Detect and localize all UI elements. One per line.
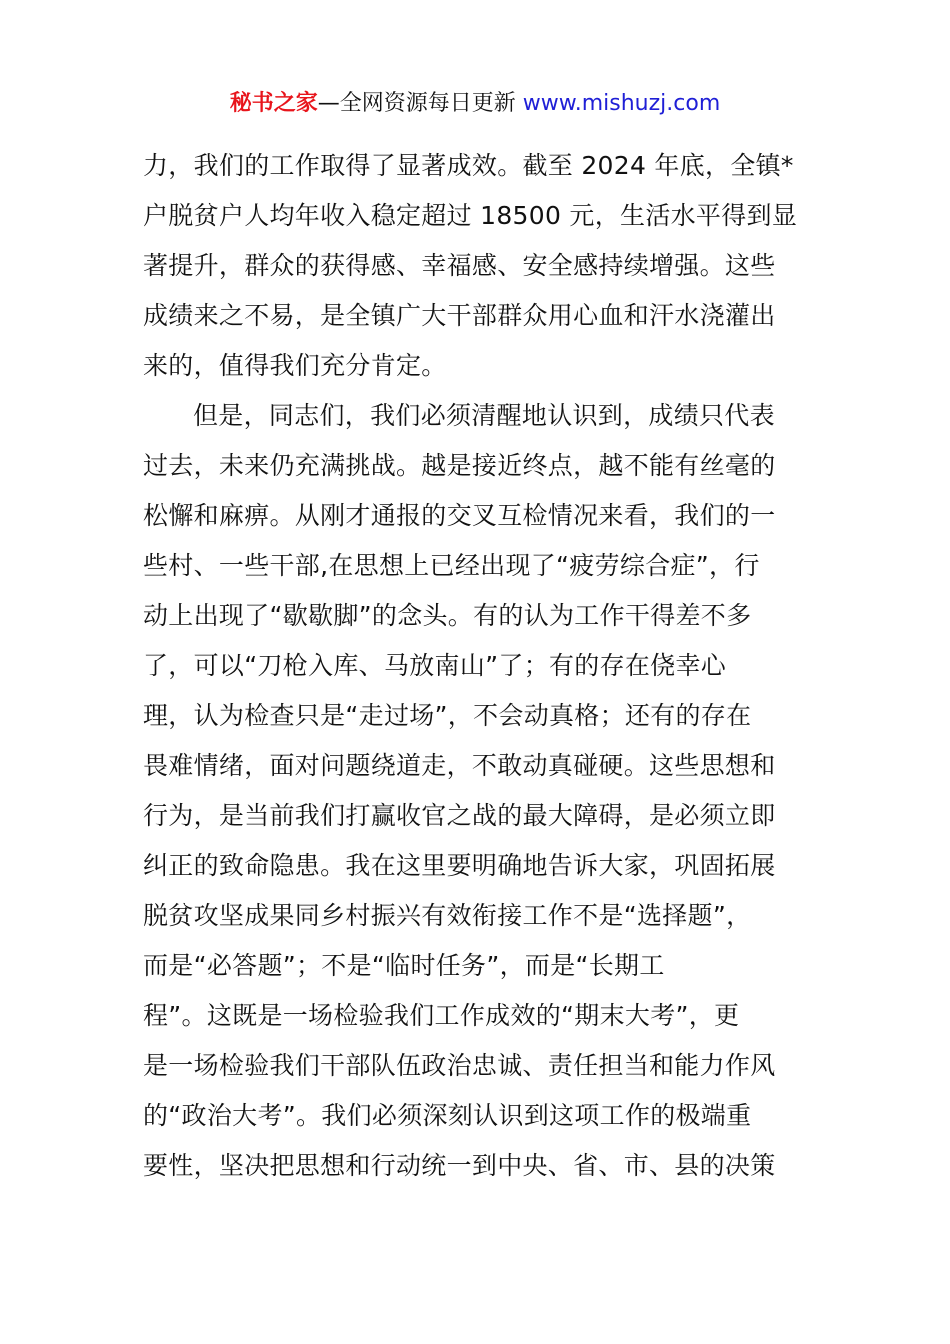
text-line: 的“政治大考”。我们必须深刻认识到这项工作的极端重 [143, 1101, 752, 1130]
text-line: 纠正的致命隐患。我在这里要明确地告诉大家，巩固拓展 [143, 851, 776, 880]
text-line: 力，我们的工作取得了显著成效。截至 2024 年底，全镇* [143, 151, 794, 180]
text-line: 程”。这既是一场检验我们工作成效的“期末大考”，更 [143, 1001, 740, 1030]
text-line: 来的，值得我们充分肯定。 [143, 351, 447, 380]
text-line: 理，认为检查只是“走过场”，不会动真格；还有的存在 [143, 701, 752, 730]
text-line: 而是“必答题”；不是“临时任务”，而是“长期工 [143, 951, 665, 980]
text-line: 要性，坚决把思想和行动统一到中央、省、市、县的决策 [143, 1151, 776, 1180]
brand-name: 秘书之家 [229, 91, 318, 116]
text-line: 行为，是当前我们打赢收官之战的最大障碍，是必须立即 [143, 801, 776, 830]
text-line: 动上出现了“歇歇脚”的念头。有的认为工作干得差不多 [143, 601, 752, 630]
header-tagline: —全网资源每日更新 [317, 91, 516, 116]
text-line-indented: 但是，同志们，我们必须清醒地认识到，成绩只代表 [193, 401, 775, 430]
text-line: 户脱贫户人均年收入稳定超过 18500 元，生活水平得到显 [143, 201, 798, 230]
document-body [143, 141, 807, 1191]
text-line: 些村、一些干部,在思想上已经出现了“疲劳综合症”，行 [143, 551, 760, 580]
text-line: 松懈和麻痹。从刚才通报的交叉互检情况来看，我们的一 [143, 501, 776, 530]
text-line: 畏难情绪，面对问题绕道走，不敢动真碰硬。这些思想和 [143, 751, 776, 780]
site-header [0, 88, 950, 120]
text-line: 著提升，群众的获得感、幸福感、安全感持续增强。这些 [143, 251, 776, 280]
text-line: 成绩来之不易，是全镇广大干部群众用心血和汗水浇灌出 [143, 301, 776, 330]
text-line: 过去，未来仍充满挑战。越是接近终点，越不能有丝毫的 [143, 451, 776, 480]
paragraph-1 [143, 141, 807, 391]
paragraph-2 [143, 391, 807, 1191]
text-line: 了，可以“刀枪入库、马放南山”了；有的存在侥幸心 [143, 651, 727, 680]
text-line: 脱贫攻坚成果同乡村振兴有效衔接工作不是“选择题”， [143, 901, 752, 930]
site-url-link[interactable]: www.mishuzj.com [522, 91, 721, 116]
text-line: 是一场检验我们干部队伍政治忠诚、责任担当和能力作风 [143, 1051, 776, 1080]
